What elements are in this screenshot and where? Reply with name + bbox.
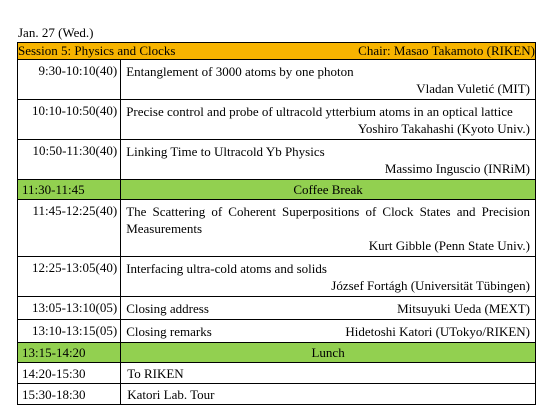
- talk-title: The Scattering of Coherent Superpositions of Clock States and Precision Measurements: [126, 204, 530, 236]
- talk-speaker: Kurt Gibble (Penn State Univ.): [368, 238, 530, 253]
- lunch-row: [18, 343, 536, 363]
- talk-title: Interfacing ultra-cold atoms and solids: [126, 261, 327, 276]
- talk-title: Precise control and probe of ultracold ytterbium atoms in an optical lattice: [126, 104, 513, 119]
- talk-cell: [121, 297, 536, 320]
- talk-row: [18, 100, 536, 140]
- talk-cell: [121, 60, 536, 100]
- event-label: To RIKEN: [121, 363, 536, 384]
- talk-time: 12:25-13:05(40): [18, 257, 121, 297]
- talk-speaker: Massimo Inguscio (INRiM): [384, 161, 530, 176]
- talk-speaker: József Fortágh (Universität Tübingen): [331, 278, 530, 293]
- talk-row: [18, 297, 536, 320]
- talk-row: [18, 320, 536, 343]
- talk-speaker: Yoshiro Takahashi (Kyoto Univ.): [357, 121, 530, 136]
- coffee-break-time: 11:30-11:45: [18, 180, 121, 200]
- talk-cell: [121, 200, 536, 257]
- talk-row: [18, 60, 536, 100]
- talk-time: 11:45-12:25(40): [18, 200, 121, 257]
- talk-time: 9:30-10:10(40): [18, 60, 121, 100]
- session-header-cell: [18, 43, 536, 60]
- coffee-break-label: Coffee Break: [121, 180, 536, 200]
- talk-time: 10:10-10:50(40): [18, 100, 121, 140]
- session-chair: Chair: Masao Takamoto (RIKEN): [358, 43, 535, 58]
- coffee-break-row: [18, 180, 536, 200]
- lunch-time: 13:15-14:20: [18, 343, 121, 363]
- event-row: [18, 363, 536, 384]
- event-time: 14:20-15:30: [18, 363, 121, 384]
- talk-cell: [121, 100, 536, 140]
- talk-time: 13:10-13:15(05): [18, 320, 121, 343]
- talk-cell: [121, 257, 536, 297]
- talk-time: 13:05-13:10(05): [18, 297, 121, 320]
- event-row: [18, 384, 536, 405]
- schedule-table: [17, 42, 536, 405]
- date-heading: Jan. 27 (Wed.): [18, 25, 94, 40]
- lunch-label: Lunch: [121, 343, 536, 363]
- talk-cell: [121, 140, 536, 180]
- session-title: Session 5: Physics and Clocks: [18, 43, 176, 58]
- talk-title: Closing address: [126, 301, 209, 316]
- talk-speaker: Vladan Vuletić (MIT): [416, 81, 530, 96]
- talk-title: Closing remarks: [126, 324, 212, 339]
- event-time: 15:30-18:30: [18, 384, 121, 405]
- talk-speaker: Mitsuyuki Ueda (MEXT): [397, 301, 530, 316]
- talk-title: Linking Time to Ultracold Yb Physics: [126, 144, 325, 159]
- talk-row: [18, 140, 536, 180]
- talk-cell: [121, 320, 536, 343]
- talk-row: [18, 200, 536, 257]
- session-header-row: [18, 43, 536, 60]
- talk-speaker: Hidetoshi Katori (UTokyo/RIKEN): [345, 324, 530, 339]
- talk-time: 10:50-11:30(40): [18, 140, 121, 180]
- event-label: Katori Lab. Tour: [121, 384, 536, 405]
- talk-row: [18, 257, 536, 297]
- talk-title: Entanglement of 3000 atoms by one photon: [126, 64, 354, 79]
